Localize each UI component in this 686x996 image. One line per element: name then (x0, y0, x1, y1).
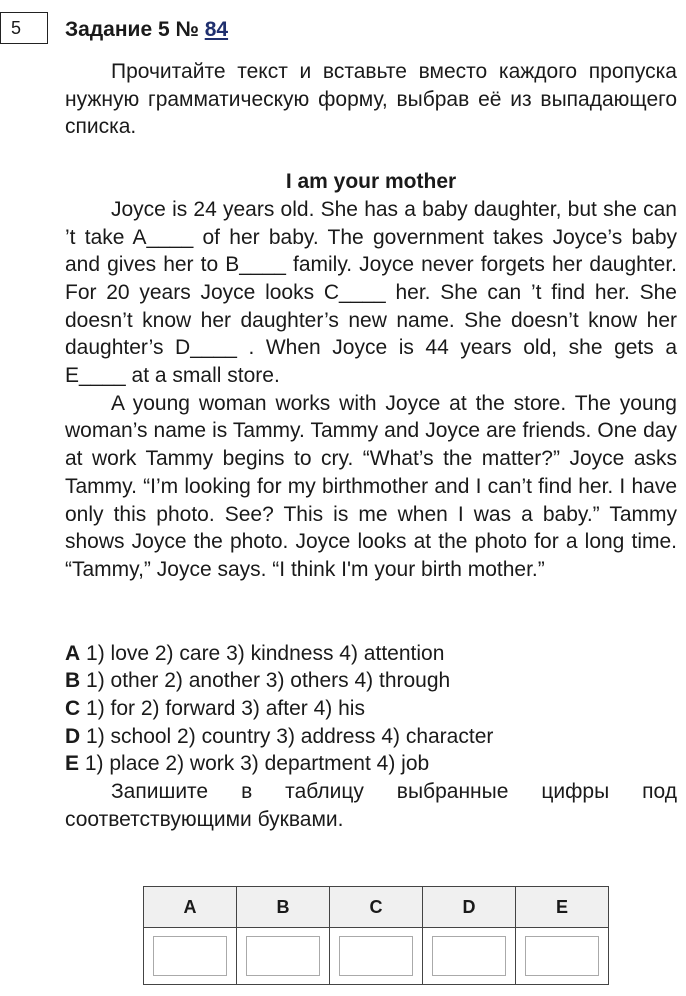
option-row-c (65, 695, 677, 723)
answer-cell-b (237, 928, 330, 985)
answer-table (143, 886, 609, 985)
option-letter: C (65, 697, 81, 721)
task-title: Задание 5 № (65, 18, 199, 41)
option-text: 1) place 2) work 3) department 4) job (84, 752, 430, 776)
answer-cell-e (516, 928, 609, 985)
option-text: 1) other 2) another 3) others 4) through (86, 669, 451, 693)
task-number-link[interactable]: 84 (204, 18, 229, 41)
answer-input-a[interactable] (153, 936, 227, 976)
answer-cell-c (330, 928, 423, 985)
option-row-b (65, 667, 677, 695)
story-title: I am your mother (285, 170, 457, 194)
task-header (65, 18, 228, 42)
option-row-d (65, 723, 677, 751)
instruction-text: Прочитайте текст и вставьте вместо каждого пропуска нужную грамматическую форму, выбрав её из выпадающего списка. (65, 60, 677, 139)
answer-table-input-row (144, 928, 609, 985)
table-instruction: Запишите в таблицу выбранные цифры под соответствующими буквами. (65, 780, 677, 831)
option-row-e (65, 750, 677, 778)
task-content (65, 58, 677, 834)
answer-input-b[interactable] (246, 936, 320, 976)
option-text: 1) school 2) country 3) address 4) character (86, 724, 494, 748)
option-text: 1) love 2) care 3) kindness 4) attention (86, 641, 445, 665)
answer-cell-d (423, 928, 516, 985)
answer-table-header-row (144, 887, 609, 928)
story-paragraph-2: A young woman works with Joyce at the store. The young woman’s name is Tammy. Tammy and Joyce are friends. One day at work Tammy begins to cry. “What’s the matter?” Joyce asks Tammy. “I’m looking for my birthmother and I can’t find her. I have only this photo. See? This is me when I was a baby.” Tammy shows Joyce the photo. Joyce looks at the photo for a long time. “Tammy,” Joyce says. “I think I'm your birth mother.” (65, 391, 677, 581)
answer-header-b: B (237, 887, 330, 928)
option-row-a (65, 640, 677, 668)
answer-input-d[interactable] (432, 936, 506, 976)
answer-input-c[interactable] (339, 936, 413, 976)
answer-header-c: C (330, 887, 423, 928)
answer-input-e[interactable] (525, 936, 599, 976)
option-text: 1) for 2) forward 3) after 4) his (86, 697, 365, 721)
task-number-box: 5 (0, 12, 48, 44)
answer-header-d: D (423, 887, 516, 928)
option-letter: E (65, 752, 80, 776)
answer-options (65, 640, 677, 779)
story-paragraph-1: Joyce is 24 years old. She has a baby daughter, but she can ’t take A____ of her baby. The government takes Joyce’s baby and gives her to B____ family. Joyce never forgets her daughter. For 20 years Joyce looks C____ her. She can ’t find her. She doesn’t know her daughter’s new name. She doesn’t know her daughter’s D____ . When Joyce is 44 years old, she gets a E____ at a small store. (65, 197, 677, 388)
answer-header-e: E (516, 887, 609, 928)
option-letter: B (65, 669, 81, 693)
option-letter: A (65, 641, 81, 665)
answer-header-a: A (144, 887, 237, 928)
option-letter: D (65, 724, 81, 748)
answer-cell-a (144, 928, 237, 985)
